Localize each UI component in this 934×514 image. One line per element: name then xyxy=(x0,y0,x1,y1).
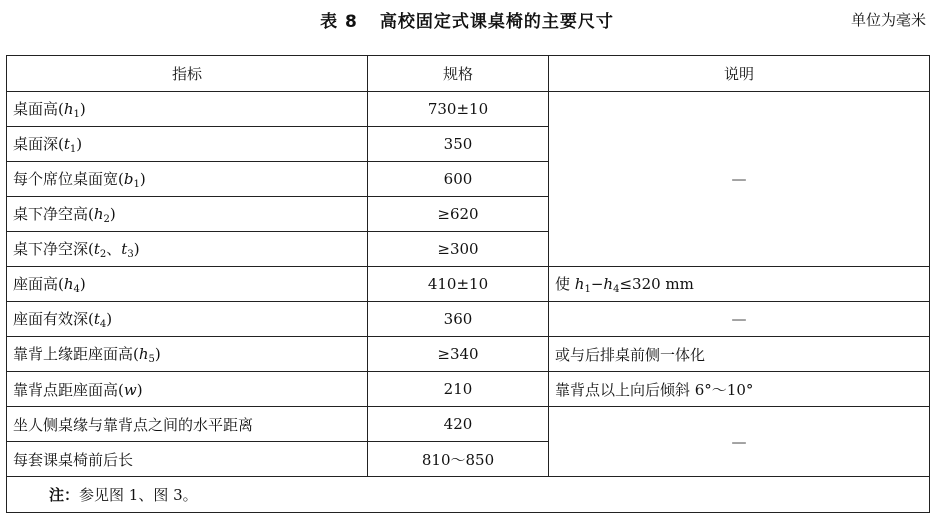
spec-cell: ≥340 xyxy=(368,337,549,372)
indicator-cell: 桌下净空高$(h_2)$ xyxy=(7,197,368,232)
spec-cell: 360 xyxy=(368,302,549,337)
description-cell: 使 $h_1-h_4\le 320$ mm xyxy=(549,267,930,302)
indicator-cell: 桌下净空深($t_2$、$t_3$) xyxy=(7,232,368,267)
table-row xyxy=(7,92,930,127)
table-row xyxy=(7,267,930,302)
spec-cell: 350 xyxy=(368,127,549,162)
table-row xyxy=(7,372,930,407)
indicator-cell: 每个席位桌面宽$(b_1)$ xyxy=(7,162,368,197)
spec-cell: 410±10 xyxy=(368,267,549,302)
table-row xyxy=(7,407,930,442)
indicator-cell: 靠背点距座面高(w) xyxy=(7,372,368,407)
table-caption xyxy=(0,7,934,32)
indicator-cell: 靠背上缘距座面高$(h_5)$ xyxy=(7,337,368,372)
dimensions-table xyxy=(6,55,930,513)
indicator-cell: 座面高$(h_4)$ xyxy=(7,267,368,302)
table-number: 表 8 xyxy=(320,12,358,32)
description-cell: — xyxy=(549,407,930,477)
spec-cell: 730±10 xyxy=(368,92,549,127)
spec-cell: 210 xyxy=(368,372,549,407)
note-text: 参见图 1、图 3。 xyxy=(79,486,198,504)
table-caption-row xyxy=(0,0,934,36)
table-title: 高校固定式课桌椅的主要尺寸 xyxy=(379,12,614,32)
indicator-cell: 座面有效深$(t_4)$ xyxy=(7,302,368,337)
table-note xyxy=(7,477,930,513)
spec-cell: ≥620 xyxy=(368,197,549,232)
description-cell: 或与后排桌前侧一体化 xyxy=(549,337,930,372)
column-header-spec: 规格 xyxy=(368,56,549,92)
note-label: 注： xyxy=(49,486,80,504)
spec-cell: 420 xyxy=(368,407,549,442)
spec-cell: 810～850 xyxy=(368,442,549,477)
table-header-row xyxy=(7,56,930,92)
spec-cell: ≥300 xyxy=(368,232,549,267)
description-cell: 靠背点以上向后倾斜 6°～10° xyxy=(549,372,930,407)
spec-cell: 600 xyxy=(368,162,549,197)
indicator-cell: 桌面深$(t_1)$ xyxy=(7,127,368,162)
unit-label: 单位为毫米 xyxy=(850,11,926,29)
table-note-row xyxy=(7,477,930,513)
description-cell: — xyxy=(549,302,930,337)
indicator-cell: 桌面高$(h_1)$ xyxy=(7,92,368,127)
table-row xyxy=(7,302,930,337)
description-cell: — xyxy=(549,92,930,267)
indicator-cell: 坐人侧桌缘与靠背点之间的水平距离 xyxy=(7,407,368,442)
column-header-indicator: 指标 xyxy=(7,56,368,92)
table-row xyxy=(7,337,930,372)
column-header-description: 说明 xyxy=(549,56,930,92)
indicator-cell: 每套课桌椅前后长 xyxy=(7,442,368,477)
